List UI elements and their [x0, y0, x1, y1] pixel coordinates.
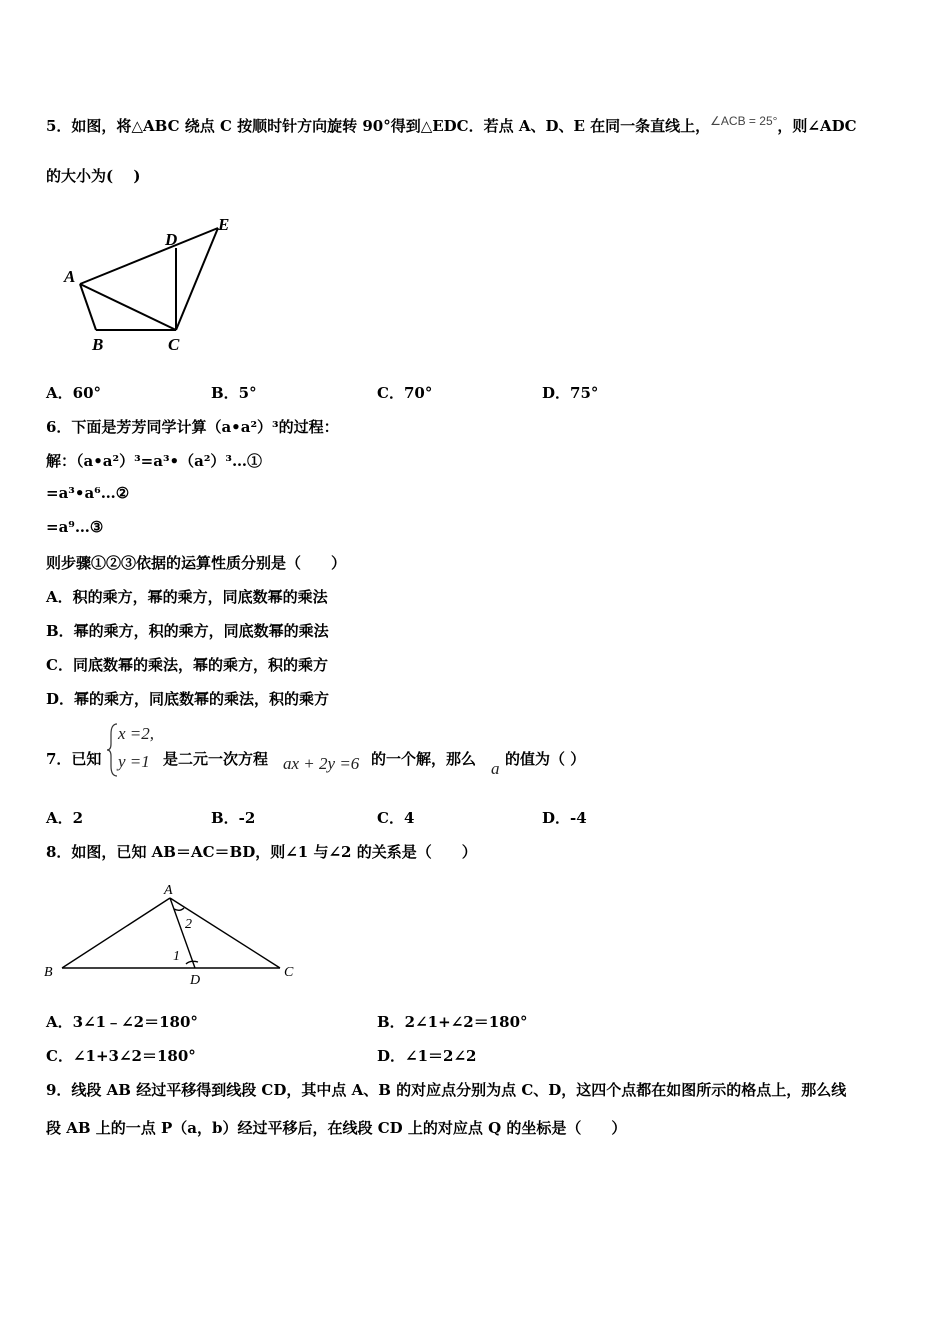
q8-segment-ac: [170, 898, 280, 968]
q5-label-c: C: [168, 335, 180, 354]
q7-prefix: 7．已知: [46, 750, 102, 768]
q8-stem: 8．如图，已知 AB＝AC＝BD，则∠1 与∠2 的关系是（ ）: [46, 843, 477, 861]
q5-text-prefix: 5．如图，将△ABC 绕点 C 按顺时针方向旋转 90°得到△EDC．若点 A、D、E 在同一条直线上，: [46, 117, 711, 135]
q7-var: a: [491, 759, 500, 778]
q6-question: 则步骤①②③依据的运算性质分别是（ ）: [46, 554, 347, 572]
q7-option-b[interactable]: B．-2: [211, 809, 256, 827]
q6-option-d[interactable]: D．幂的乘方，同底数幂的乘法，积的乘方: [46, 690, 330, 708]
q8-option-d[interactable]: D．∠1＝2∠2: [377, 1047, 477, 1065]
q5-inline-math: ∠ACB = 25°: [710, 114, 778, 128]
q6-step2: =a³•a⁶…②: [46, 484, 130, 502]
q6-step3: =a⁹…③: [46, 518, 104, 536]
q8-option-c[interactable]: C．∠1+3∠2＝180°: [46, 1047, 196, 1065]
q6-step1: 解：（a•a²）³=a³•（a²）³…①: [46, 452, 262, 470]
q7-suffix: 的值为（ ）: [505, 750, 586, 768]
q8-label-angle-1: 1: [173, 949, 180, 964]
q7-mid2: 的一个解，那么: [371, 750, 477, 768]
q6-option-b[interactable]: B．幂的乘方，积的乘方，同底数幂的乘法: [46, 622, 329, 640]
q8-label-c: C: [284, 965, 294, 980]
q8-angle-2-arc: [174, 908, 184, 910]
q9-line2: 段 AB 上的一点 P（a，b）经过平移后，在线段 CD 上的对应点 Q 的坐标是（ ）: [46, 1119, 627, 1137]
q7-mid: 是二元一次方程: [163, 750, 269, 768]
q5-line2: 的大小为( ): [46, 167, 141, 185]
q8-label-d: D: [190, 973, 201, 988]
q8-option-b[interactable]: B．2∠1+∠2＝180°: [377, 1013, 528, 1031]
q5-segment-ae: [80, 228, 218, 284]
q5-text-suffix: ，则∠ADC: [777, 117, 857, 135]
q5-option-c[interactable]: C．70°: [377, 384, 433, 402]
q8-label-angle-2: 2: [185, 917, 192, 932]
q8-segment-ab: [62, 898, 170, 968]
q7-option-c[interactable]: C．4: [377, 809, 415, 827]
q8-option-a[interactable]: A．3∠1﹣∠2＝180°: [46, 1013, 198, 1031]
q5-option-b[interactable]: B．5°: [211, 384, 257, 402]
q7-system-line2: y =1: [118, 752, 150, 771]
q7-system-line1: x =2,: [118, 724, 155, 743]
q6-option-c[interactable]: C．同底数幂的乘法，幂的乘方，积的乘方: [46, 656, 328, 674]
q8-label-a: A: [164, 883, 173, 898]
q7-option-a[interactable]: A．2: [46, 809, 84, 827]
q5-line1: [46, 115, 857, 136]
q7-equation: ax + 2y =6: [283, 754, 360, 773]
q8-angle-1-arc: [186, 961, 198, 964]
q8-label-b: B: [44, 965, 53, 980]
q8-figure: [40, 876, 302, 988]
q5-label-a: A: [64, 267, 76, 286]
q5-option-d[interactable]: D．75°: [542, 384, 599, 402]
q5-label-e: E: [218, 215, 230, 234]
q6-stem: 6．下面是芳芳同学计算（a•a²）³的过程：: [46, 418, 339, 436]
q5-figure: [58, 210, 248, 358]
q5-label-d: D: [165, 230, 178, 249]
q6-option-a[interactable]: A．积的乘方，幂的乘方，同底数幂的乘法: [46, 588, 328, 606]
q9-line1: 9．线段 AB 经过平移得到线段 CD，其中点 A、B 的对应点分别为点 C、D，这四个点都在如图所示的格点上，那么线: [46, 1081, 847, 1099]
q7-option-d[interactable]: D．-4: [542, 809, 587, 827]
q5-label-b: B: [92, 335, 104, 354]
q5-option-a[interactable]: A．60°: [46, 384, 102, 402]
